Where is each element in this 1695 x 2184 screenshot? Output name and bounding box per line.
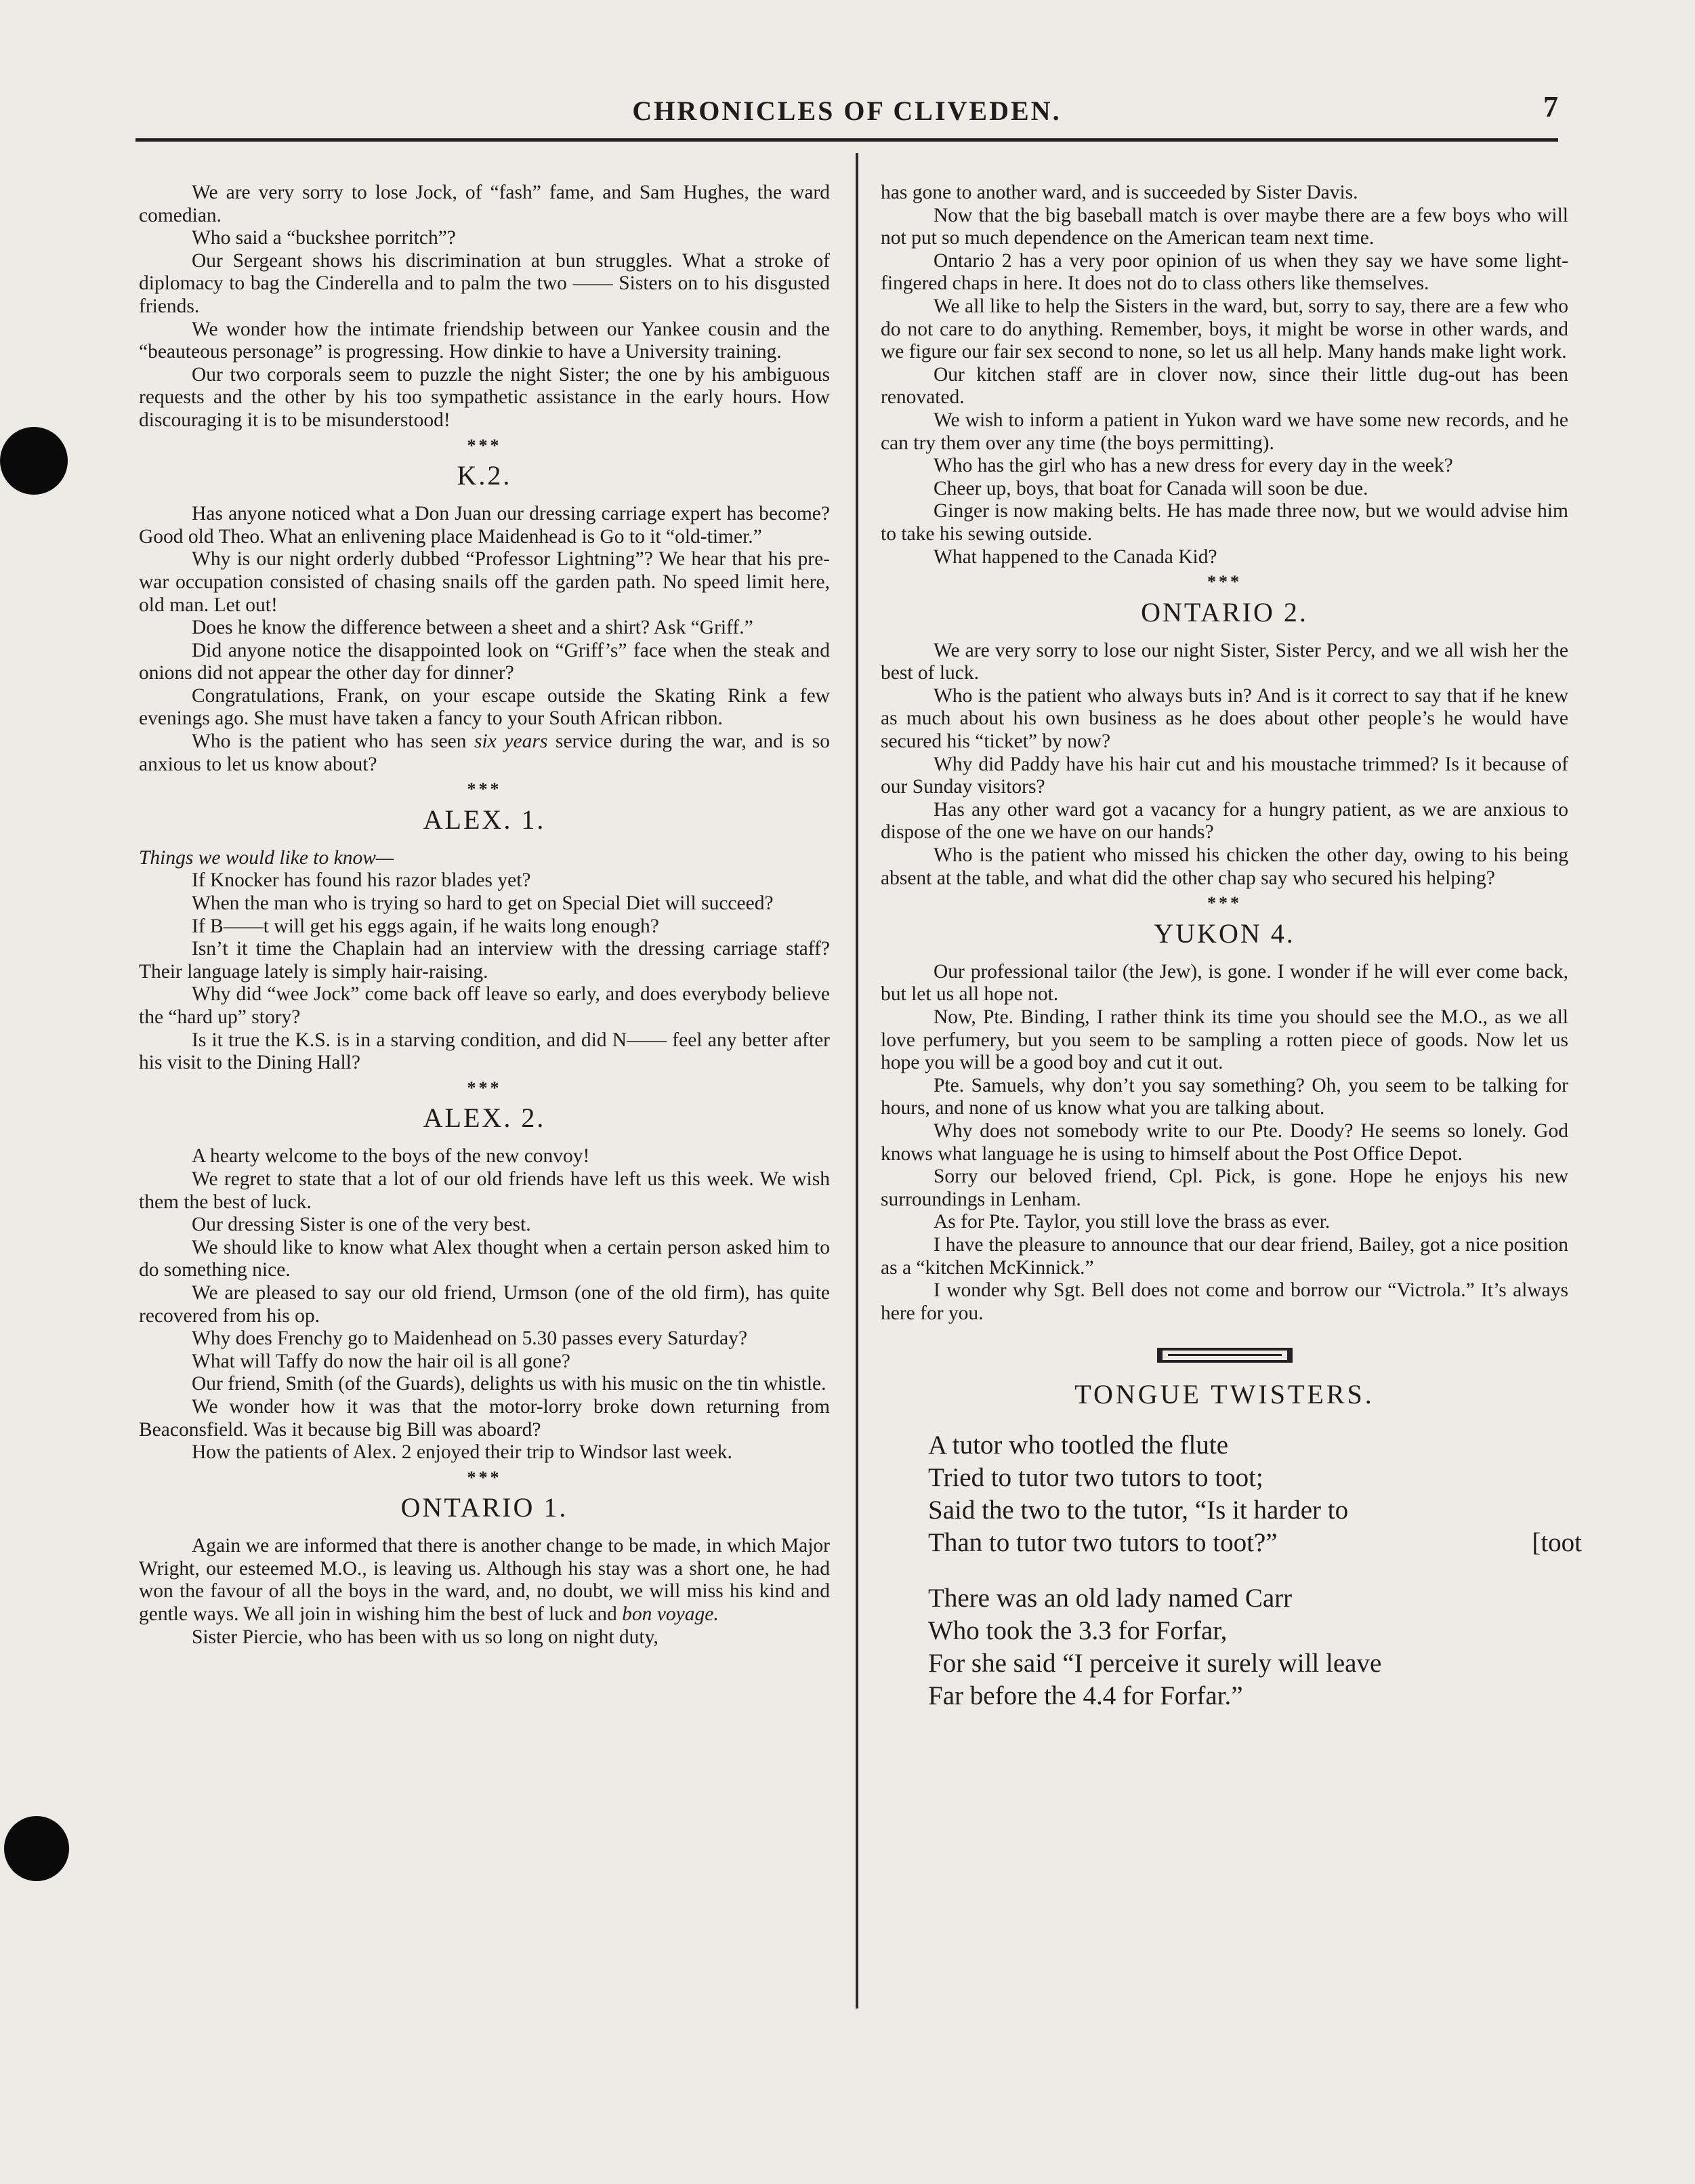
section-heading-alex1: ALEX. 1. bbox=[423, 804, 546, 835]
paragraph: What will Taffy do now the hair oil is all gone? bbox=[192, 1350, 570, 1372]
publication-title: CHRONICLES OF CLIVEDEN. bbox=[632, 96, 1062, 126]
paragraph: If Knocker has found his razor blades yet? bbox=[192, 869, 531, 892]
punch-hole-top bbox=[0, 427, 68, 495]
section-heading-ontario1: ONTARIO 1. bbox=[400, 1492, 568, 1523]
paragraph: Our kitchen staff are in clover now, since their little dug-out has been renovated. bbox=[881, 363, 1568, 409]
text-run: Again we are informed that there is another change to be made, in which Major Wright, our esteemed M.O., is leaving us. Although his stay was a short one, he had won the favour of all the boys in the ward, and, no doubt, we will miss his kind and gentle ways. We all join in wishing him the best of luck and bbox=[139, 1535, 830, 1626]
verse-line: There was an old lady named Carr bbox=[928, 1584, 1293, 1613]
paragraph: Has any other ward got a vacancy for a hungry patient, as we are anxious to dispose of the one we have on our hands? bbox=[881, 798, 1568, 844]
paragraph: Our Sergeant shows his discrimination at bun struggles. What a stroke of diplomacy to bag the Cinderella and to palm the two —— Sisters on to his disgusted friends. bbox=[139, 249, 830, 317]
subheading: Things we would like to know— bbox=[139, 846, 394, 869]
paragraph: Now, Pte. Binding, I rather think its time you should see the M.O., as we all love perfumery, but you seem to be sampling a rotten piece of goods. Now let us hope you will be a good boy and cut it out. bbox=[881, 1006, 1568, 1074]
paragraph: Who has the girl who has a new dress for every day in the week? bbox=[934, 455, 1453, 477]
stanza-1 bbox=[928, 1429, 1582, 1559]
section-separator: *** bbox=[467, 1467, 502, 1487]
paragraph: Is it true the K.S. is in a starving condition, and did N—— feel any better after his visit to the Dining Hall? bbox=[139, 1029, 830, 1074]
right-column bbox=[881, 182, 1582, 1735]
section-separator: *** bbox=[467, 435, 502, 455]
verse-line: For she said “I perceive it surely will leave bbox=[928, 1649, 1382, 1678]
section-separator: *** bbox=[467, 1077, 502, 1098]
paragraph: Why is our night orderly dubbed “Professor Lightning”? We hear that his pre-war occupation consisted of chasing snails off the garden path. No speed limit here, old man. Let out! bbox=[139, 548, 830, 616]
paragraph: We wish to inform a patient in Yukon ward we have some new records, and he can try them over any time (the boys permitting). bbox=[881, 409, 1568, 454]
paragraph: What happened to the Canada Kid? bbox=[934, 545, 1217, 568]
paragraph: When the man who is trying so hard to get on Special Diet will succeed? bbox=[192, 892, 774, 915]
paragraph: We are pleased to say our old friend, Urmson (one of the old firm), has quite recovered from his op. bbox=[139, 1281, 830, 1327]
paragraph: Has anyone noticed what a Don Juan our dressing carriage expert has become? Good old Theo. What an enlivening place Maidenhead is Go to it “old-timer.” bbox=[139, 503, 830, 548]
left-column bbox=[139, 182, 830, 1649]
emphasis: bon voyage. bbox=[622, 1603, 719, 1626]
paragraph: Our dressing Sister is one of the very best. bbox=[192, 1214, 531, 1236]
verse-line bbox=[928, 1527, 1582, 1559]
paragraph: I wonder why Sgt. Bell does not come and borrow our “Victrola.” It’s always here for you. bbox=[881, 1279, 1568, 1324]
verse-line-text: Than to tutor two tutors to toot?” bbox=[928, 1528, 1278, 1558]
paragraph: Why did “wee Jock” come back off leave so early, and does everybody believe the “hard up” story? bbox=[139, 983, 830, 1028]
paragraph: Our two corporals seem to puzzle the night Sister; the one by his ambiguous requests and the other by his too sympathetic assistance in the early hours. How discouraging it is to be misunderstood! bbox=[139, 363, 830, 431]
section-heading-alex2: ALEX. 2. bbox=[423, 1103, 546, 1134]
section-heading-k2: K.2. bbox=[457, 460, 512, 491]
paragraph: Who said a “buckshee porritch”? bbox=[192, 227, 456, 249]
paragraph: We should like to know what Alex thought when a certain person asked him to do something nice. bbox=[139, 1236, 830, 1281]
stanza-2 bbox=[928, 1582, 1568, 1712]
section-separator: *** bbox=[467, 779, 502, 800]
paragraph bbox=[139, 730, 830, 776]
paragraph: Isn’t it time the Chaplain had an interview with the dressing carriage staff? Their language lately is simply hair-raising. bbox=[139, 938, 830, 983]
section-heading-yukon4: YUKON 4. bbox=[1154, 918, 1295, 949]
paragraph: Did anyone notice the disappointed look on “Griff’s” face when the steak and onions did not appear the other day for dinner? bbox=[139, 639, 830, 684]
paragraph: Does he know the difference between a sheet and a shirt? Ask “Griff.” bbox=[192, 617, 753, 639]
page-header bbox=[135, 87, 1558, 134]
paragraph: How the patients of Alex. 2 enjoyed their trip to Windsor last week. bbox=[192, 1441, 732, 1464]
paragraph: If B——t will get his eggs again, if he waits long enough? bbox=[192, 915, 659, 937]
paragraph: Now that the big baseball match is over maybe there are a few boys who will not put so much dependence on the American team next time. bbox=[881, 204, 1568, 249]
verse-line: Far before the 4.4 for Forfar.” bbox=[928, 1681, 1243, 1711]
paragraph: A hearty welcome to the boys of the new convoy! bbox=[192, 1145, 590, 1168]
paragraph: Sister Piercie, who has been with us so long on night duty, bbox=[192, 1626, 658, 1648]
paragraph: Why does not somebody write to our Pte. Doody? He seems so lonely. God knows what language he is using to himself about the Post Office Depot. bbox=[881, 1119, 1568, 1165]
paragraph: I have the pleasure to announce that our dear friend, Bailey, got a nice position as a “kitchen McKinnick.” bbox=[881, 1233, 1568, 1279]
text-run: Who is the patient who has seen bbox=[192, 730, 475, 753]
paragraph: Ontario 2 has a very poor opinion of us when they say we have some light-fingered chaps in here. It does not do to class others like themselves. bbox=[881, 249, 1568, 295]
verse-overflow-word: [toot bbox=[1532, 1528, 1582, 1558]
paragraph: Our friend, Smith (of the Guards), delights us with his music on the tin whistle. bbox=[192, 1373, 826, 1395]
section-separator: *** bbox=[1207, 572, 1242, 592]
paragraph: Why does Frenchy go to Maidenhead on 5.30 passes every Saturday? bbox=[192, 1327, 748, 1350]
paragraph: Who is the patient who always buts in? And is it correct to say that if he knew as much about his own business as he does about other people’s he would have secured his “ticket” by now? bbox=[881, 684, 1568, 753]
paragraph: Our professional tailor (the Jew), is gone. I wonder if he will ever come back, but let us all hope not. bbox=[881, 960, 1568, 1006]
page-number: 7 bbox=[1543, 90, 1558, 123]
section-heading-tongue-twisters: TONGUE TWISTERS. bbox=[1074, 1379, 1375, 1410]
paragraph: We are very sorry to lose our night Sister, Sister Percy, and we all wish her the best of luck. bbox=[881, 639, 1568, 684]
paragraph: We wonder how it was that the motor-lorry broke down returning from Beaconsfield. Was it because big Bill was aboard? bbox=[139, 1395, 830, 1441]
paragraph: We are very sorry to lose Jock, of “fash” fame, and Sam Hughes, the ward comedian. bbox=[139, 182, 830, 226]
emphasis: six years bbox=[474, 730, 548, 753]
verse-line: Tried to tutor two tutors to toot; bbox=[928, 1463, 1263, 1493]
verse-line: Who took the 3.3 for Forfar, bbox=[928, 1616, 1228, 1646]
paragraph: Who is the patient who missed his chicken the other day, owing to his being absent at the table, and what did the other chap say who secured his helping? bbox=[881, 844, 1568, 889]
verse bbox=[881, 1429, 1582, 1712]
paragraph: Pte. Samuels, why don’t you say something? Oh, you seem to be talking for hours, and none of us know what you are talking about. bbox=[881, 1074, 1568, 1119]
punch-hole-bottom bbox=[4, 1816, 69, 1881]
paragraph: We regret to state that a lot of our old friends have left us this week. We wish them the best of luck. bbox=[139, 1168, 830, 1213]
paragraph: As for Pte. Taylor, you still love the brass as ever. bbox=[934, 1211, 1331, 1233]
paragraph: has gone to another ward, and is succeeded by Sister Davis. bbox=[881, 182, 1358, 203]
section-heading-ontario2: ONTARIO 2. bbox=[1141, 596, 1308, 627]
column-divider bbox=[856, 153, 858, 2008]
paragraph: We wonder how the intimate friendship between our Yankee cousin and the “beauteous personage” is progressing. How dinkie to have a University training. bbox=[139, 318, 830, 363]
paragraph: Why did Paddy have his hair cut and his moustache trimmed? Is it because of our Sunday visitors? bbox=[881, 753, 1568, 798]
text-run: service during the war, and is so anxious to let us know about? bbox=[139, 730, 830, 775]
section-separator: *** bbox=[1207, 893, 1242, 913]
paragraph bbox=[139, 1535, 830, 1626]
paragraph: We all like to help the Sisters in the ward, but, sorry to say, there are a few who do not care to do anything. Remember, boys, it might be worse in other wards, and we figure our fair sex second to none, so let us all help. Many hands make light work. bbox=[881, 295, 1568, 363]
ornament-divider bbox=[1157, 1348, 1293, 1363]
header-rule bbox=[135, 138, 1558, 142]
verse-line: A tutor who tootled the flute bbox=[928, 1430, 1229, 1460]
paragraph: Cheer up, boys, that boat for Canada will soon be due. bbox=[934, 477, 1368, 499]
paragraph: Sorry our beloved friend, Cpl. Pick, is gone. Hope he enjoys his new surroundings in Lenham. bbox=[881, 1166, 1568, 1210]
paragraph: Ginger is now making belts. He has made three now, but we would advise him to take his sewing outside. bbox=[881, 500, 1568, 545]
paragraph: Congratulations, Frank, on your escape outside the Skating Rink a few evenings ago. She must have taken a fancy to your South African ribbon. bbox=[139, 684, 830, 730]
verse-line: Said the two to the tutor, “Is it harder to bbox=[928, 1496, 1349, 1525]
